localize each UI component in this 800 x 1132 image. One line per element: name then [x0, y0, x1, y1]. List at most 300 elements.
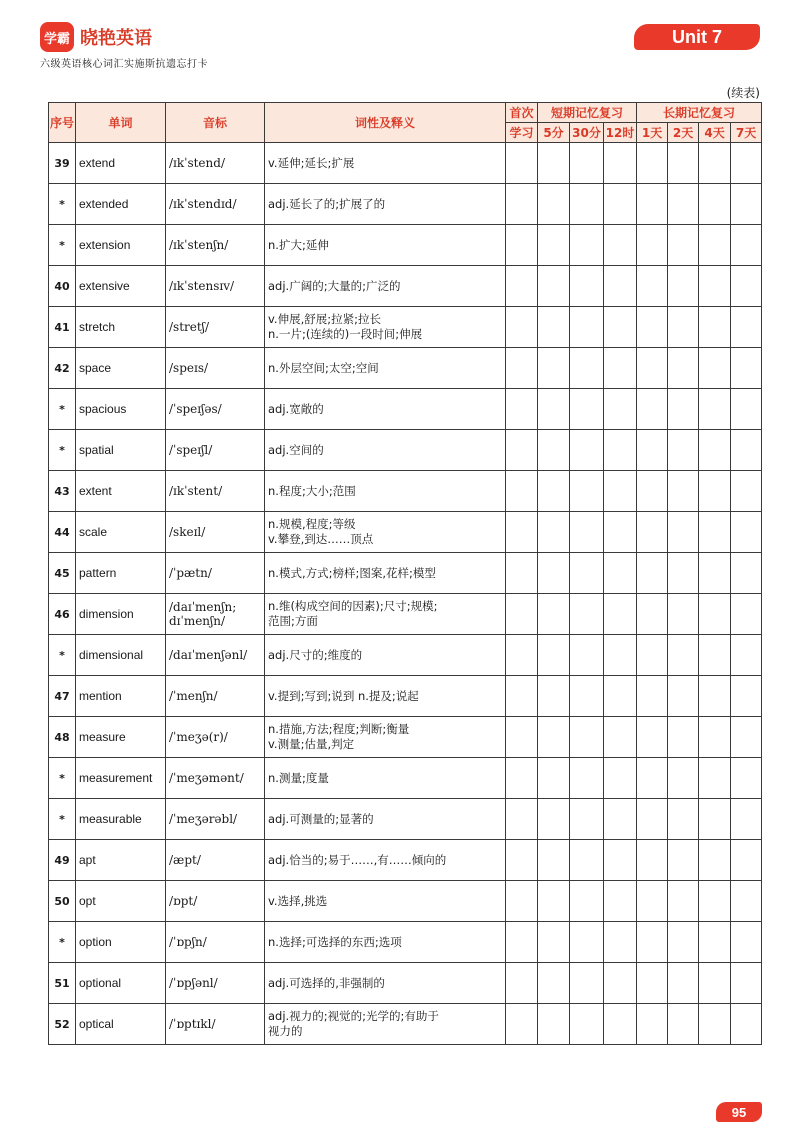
- review-checkbox-cell[interactable]: [637, 225, 668, 266]
- review-checkbox-cell[interactable]: [699, 389, 731, 430]
- review-checkbox-cell[interactable]: [699, 963, 731, 1004]
- review-checkbox-cell[interactable]: [699, 922, 731, 963]
- review-checkbox-cell[interactable]: [538, 1004, 570, 1045]
- row-number: 42: [49, 348, 76, 389]
- review-checkbox-cell[interactable]: [538, 676, 570, 717]
- review-checkbox-cell[interactable]: [731, 307, 762, 348]
- row-word: extension: [76, 225, 166, 266]
- review-checkbox-cell[interactable]: [668, 799, 699, 840]
- header-2day: 2天: [668, 123, 699, 143]
- review-checkbox-cell[interactable]: [731, 471, 762, 512]
- review-checkbox-cell[interactable]: [668, 758, 699, 799]
- review-checkbox-cell[interactable]: [699, 1004, 731, 1045]
- table-row: [49, 758, 762, 799]
- definition-line: adj.广阔的;大量的;广泛的: [268, 278, 401, 293]
- review-checkbox-cell[interactable]: [604, 307, 637, 348]
- review-checkbox-cell[interactable]: [668, 143, 699, 184]
- phonetic-text: /daɪˈmenʃn;: [169, 600, 237, 614]
- review-checkbox-cell[interactable]: [699, 307, 731, 348]
- review-checkbox-cell[interactable]: [538, 225, 570, 266]
- review-checkbox-cell[interactable]: [538, 758, 570, 799]
- review-checkbox-cell[interactable]: [637, 840, 668, 881]
- definition-line: v.攀登,到达……顶点: [268, 532, 374, 546]
- review-checkbox-cell[interactable]: [570, 799, 604, 840]
- row-phonetic: [166, 143, 265, 184]
- review-checkbox-cell[interactable]: [604, 922, 637, 963]
- review-checkbox-cell[interactable]: [637, 553, 668, 594]
- definition-line: v.延伸;延长;扩展: [268, 155, 355, 170]
- review-checkbox-cell[interactable]: [699, 266, 731, 307]
- phonetic-text: /ɪkˈstent/: [169, 484, 223, 498]
- review-checkbox-cell[interactable]: [637, 471, 668, 512]
- review-checkbox-cell[interactable]: [604, 512, 637, 553]
- row-number: 46: [49, 594, 76, 635]
- review-checkbox-cell[interactable]: [731, 512, 762, 553]
- phonetic-text: /ɪkˈstendɪd/: [169, 197, 237, 211]
- review-checkbox-cell[interactable]: [731, 635, 762, 676]
- review-checkbox-cell[interactable]: [538, 799, 570, 840]
- row-word: dimensional: [76, 635, 166, 676]
- row-word: spatial: [76, 430, 166, 471]
- review-checkbox-cell[interactable]: [538, 307, 570, 348]
- row-word: extensive: [76, 266, 166, 307]
- review-checkbox-cell[interactable]: [538, 471, 570, 512]
- row-phonetic: [166, 594, 265, 635]
- definition-line: n.模式,方式;榜样;图案,花样;模型: [268, 565, 436, 580]
- review-checkbox-cell[interactable]: [604, 840, 637, 881]
- definition-line: adj.空间的: [268, 442, 324, 457]
- review-checkbox-cell[interactable]: [637, 758, 668, 799]
- review-checkbox-cell[interactable]: [570, 881, 604, 922]
- review-checkbox-cell[interactable]: [604, 594, 637, 635]
- review-checkbox-cell[interactable]: [668, 184, 699, 225]
- review-checkbox-cell[interactable]: [538, 266, 570, 307]
- review-checkbox-cell[interactable]: [538, 348, 570, 389]
- review-checkbox-cell[interactable]: [699, 430, 731, 471]
- review-checkbox-cell[interactable]: [570, 143, 604, 184]
- row-number: 51: [49, 963, 76, 1004]
- header-5min: 5分: [538, 123, 570, 143]
- review-checkbox-cell[interactable]: [570, 389, 604, 430]
- review-checkbox-cell[interactable]: [506, 799, 538, 840]
- row-number: *: [49, 184, 76, 225]
- review-checkbox-cell[interactable]: [604, 348, 637, 389]
- review-checkbox-cell[interactable]: [637, 430, 668, 471]
- review-checkbox-cell[interactable]: [570, 676, 604, 717]
- review-checkbox-cell[interactable]: [538, 553, 570, 594]
- table-row: [49, 963, 762, 1004]
- table-row: [49, 471, 762, 512]
- row-number: 45: [49, 553, 76, 594]
- review-checkbox-cell[interactable]: [604, 1004, 637, 1045]
- row-definition: [265, 1004, 506, 1045]
- row-word: opt: [76, 881, 166, 922]
- review-checkbox-cell[interactable]: [668, 840, 699, 881]
- row-number: *: [49, 922, 76, 963]
- review-checkbox-cell[interactable]: [570, 553, 604, 594]
- review-checkbox-cell[interactable]: [731, 799, 762, 840]
- review-checkbox-cell[interactable]: [506, 881, 538, 922]
- review-checkbox-cell[interactable]: [604, 225, 637, 266]
- review-checkbox-cell[interactable]: [699, 348, 731, 389]
- review-checkbox-cell[interactable]: [604, 266, 637, 307]
- review-checkbox-cell[interactable]: [731, 225, 762, 266]
- review-checkbox-cell[interactable]: [668, 635, 699, 676]
- review-checkbox-cell[interactable]: [637, 594, 668, 635]
- review-checkbox-cell[interactable]: [538, 635, 570, 676]
- row-definition: [265, 430, 506, 471]
- review-checkbox-cell[interactable]: [604, 635, 637, 676]
- row-phonetic: [166, 963, 265, 1004]
- row-definition: [265, 717, 506, 758]
- review-checkbox-cell[interactable]: [604, 963, 637, 1004]
- brand-logo: [40, 22, 152, 52]
- review-checkbox-cell[interactable]: [506, 266, 538, 307]
- review-checkbox-cell[interactable]: [538, 143, 570, 184]
- header-first-sub: 学习: [506, 123, 538, 143]
- definition-line: v.测量;估量,判定: [268, 737, 355, 751]
- review-checkbox-cell[interactable]: [506, 471, 538, 512]
- review-checkbox-cell[interactable]: [637, 635, 668, 676]
- header-1day: 1天: [637, 123, 668, 143]
- review-checkbox-cell[interactable]: [570, 430, 604, 471]
- definition-line: n.一片;(连续的)一段时间;伸展: [268, 327, 423, 341]
- review-checkbox-cell[interactable]: [570, 348, 604, 389]
- table-row: [49, 635, 762, 676]
- review-checkbox-cell[interactable]: [506, 430, 538, 471]
- row-number: 47: [49, 676, 76, 717]
- review-checkbox-cell[interactable]: [731, 1004, 762, 1045]
- row-definition: [265, 594, 506, 635]
- review-checkbox-cell[interactable]: [604, 430, 637, 471]
- review-checkbox-cell[interactable]: [538, 184, 570, 225]
- review-checkbox-cell[interactable]: [731, 840, 762, 881]
- definition-line: n.程度;大小;范围: [268, 483, 356, 498]
- definition-line: adj.恰当的;易于……,有……倾向的: [268, 852, 447, 867]
- review-checkbox-cell[interactable]: [538, 389, 570, 430]
- row-phonetic: [166, 307, 265, 348]
- review-checkbox-cell[interactable]: [731, 389, 762, 430]
- page-number: 95: [716, 1102, 762, 1122]
- header-7day: 7天: [731, 123, 762, 143]
- review-checkbox-cell[interactable]: [570, 963, 604, 1004]
- review-checkbox-cell[interactable]: [699, 758, 731, 799]
- table-row: [49, 840, 762, 881]
- review-checkbox-cell[interactable]: [668, 1004, 699, 1045]
- review-checkbox-cell[interactable]: [604, 758, 637, 799]
- row-definition: [265, 348, 506, 389]
- review-checkbox-cell[interactable]: [699, 799, 731, 840]
- table-row: [49, 348, 762, 389]
- review-checkbox-cell[interactable]: [538, 840, 570, 881]
- phonetic-text: /ˈmeʒəmənt/: [169, 771, 244, 785]
- review-checkbox-cell[interactable]: [668, 963, 699, 1004]
- row-definition: [265, 922, 506, 963]
- phonetic-text: /ˈɒptɪkl/: [169, 1017, 216, 1031]
- header-no: 序号: [49, 103, 76, 143]
- review-checkbox-cell[interactable]: [506, 922, 538, 963]
- review-checkbox-cell[interactable]: [731, 266, 762, 307]
- review-checkbox-cell[interactable]: [538, 512, 570, 553]
- phonetic-text: /ɪkˈstend/: [169, 156, 225, 170]
- review-checkbox-cell[interactable]: [570, 307, 604, 348]
- review-checkbox-cell[interactable]: [668, 389, 699, 430]
- row-definition: [265, 676, 506, 717]
- brand-name: 晓艳英语: [80, 28, 152, 49]
- review-checkbox-cell[interactable]: [637, 307, 668, 348]
- review-checkbox-cell[interactable]: [699, 881, 731, 922]
- row-definition: [265, 512, 506, 553]
- review-checkbox-cell[interactable]: [604, 553, 637, 594]
- table-row: [49, 1004, 762, 1045]
- review-checkbox-cell[interactable]: [506, 635, 538, 676]
- review-checkbox-cell[interactable]: [506, 717, 538, 758]
- review-checkbox-cell[interactable]: [637, 143, 668, 184]
- review-checkbox-cell[interactable]: [699, 225, 731, 266]
- review-checkbox-cell[interactable]: [570, 1004, 604, 1045]
- phonetic-text: /æpt/: [169, 853, 201, 867]
- review-checkbox-cell[interactable]: [637, 1004, 668, 1045]
- review-checkbox-cell[interactable]: [731, 594, 762, 635]
- review-checkbox-cell[interactable]: [637, 512, 668, 553]
- review-checkbox-cell[interactable]: [506, 1004, 538, 1045]
- header-phonetic: 音标: [166, 103, 265, 143]
- review-checkbox-cell[interactable]: [731, 553, 762, 594]
- review-checkbox-cell[interactable]: [699, 553, 731, 594]
- row-phonetic: [166, 553, 265, 594]
- review-checkbox-cell[interactable]: [699, 184, 731, 225]
- review-checkbox-cell[interactable]: [699, 143, 731, 184]
- review-checkbox-cell[interactable]: [570, 225, 604, 266]
- review-checkbox-cell[interactable]: [668, 717, 699, 758]
- table-row: [49, 430, 762, 471]
- review-checkbox-cell[interactable]: [604, 184, 637, 225]
- review-checkbox-cell[interactable]: [699, 635, 731, 676]
- definition-line: adj.尺寸的;维度的: [268, 647, 363, 662]
- review-checkbox-cell[interactable]: [604, 389, 637, 430]
- row-definition: [265, 963, 506, 1004]
- review-checkbox-cell[interactable]: [668, 881, 699, 922]
- review-checkbox-cell[interactable]: [538, 963, 570, 1004]
- phonetic-text-alt: dɪˈmenʃn/: [169, 614, 226, 628]
- review-checkbox-cell[interactable]: [637, 389, 668, 430]
- review-checkbox-cell[interactable]: [570, 635, 604, 676]
- review-checkbox-cell[interactable]: [699, 676, 731, 717]
- review-checkbox-cell[interactable]: [637, 963, 668, 1004]
- definition-line: 范围;方面: [268, 614, 318, 628]
- definition-line: n.扩大;延伸: [268, 237, 329, 252]
- review-checkbox-cell[interactable]: [604, 717, 637, 758]
- review-checkbox-cell[interactable]: [506, 348, 538, 389]
- definition-line: adj.延长了的;扩展了的: [268, 196, 386, 211]
- review-checkbox-cell[interactable]: [506, 676, 538, 717]
- review-checkbox-cell[interactable]: [570, 594, 604, 635]
- row-number: 44: [49, 512, 76, 553]
- row-definition: [265, 799, 506, 840]
- phonetic-text: /ˈɒpʃn/: [169, 935, 207, 949]
- review-checkbox-cell[interactable]: [637, 881, 668, 922]
- review-checkbox-cell[interactable]: [731, 963, 762, 1004]
- review-checkbox-cell[interactable]: [637, 348, 668, 389]
- row-word: option: [76, 922, 166, 963]
- row-phonetic: [166, 389, 265, 430]
- row-phonetic: [166, 717, 265, 758]
- row-word: space: [76, 348, 166, 389]
- review-checkbox-cell[interactable]: [668, 512, 699, 553]
- table-row: [49, 881, 762, 922]
- row-phonetic: [166, 922, 265, 963]
- header-meaning: 词性及释义: [265, 103, 506, 143]
- review-checkbox-cell[interactable]: [637, 717, 668, 758]
- row-definition: [265, 307, 506, 348]
- phonetic-text: /ˈspeɪʃəs/: [169, 402, 222, 416]
- review-checkbox-cell[interactable]: [506, 512, 538, 553]
- review-checkbox-cell[interactable]: [731, 348, 762, 389]
- row-phonetic: [166, 840, 265, 881]
- definition-line: v.伸展,舒展;拉紧;拉长: [268, 312, 381, 326]
- review-checkbox-cell[interactable]: [506, 184, 538, 225]
- review-checkbox-cell[interactable]: [731, 430, 762, 471]
- review-checkbox-cell[interactable]: [731, 676, 762, 717]
- unit-badge: Unit 7: [634, 24, 760, 50]
- review-checkbox-cell[interactable]: [538, 922, 570, 963]
- phonetic-text: /ˈmeʒərəbl/: [169, 812, 238, 826]
- review-checkbox-cell[interactable]: [506, 143, 538, 184]
- review-checkbox-cell[interactable]: [699, 471, 731, 512]
- review-checkbox-cell[interactable]: [570, 717, 604, 758]
- row-phonetic: [166, 799, 265, 840]
- review-checkbox-cell[interactable]: [538, 594, 570, 635]
- review-checkbox-cell[interactable]: [604, 143, 637, 184]
- review-checkbox-cell[interactable]: [570, 184, 604, 225]
- review-checkbox-cell[interactable]: [570, 922, 604, 963]
- row-phonetic: [166, 266, 265, 307]
- logo-badge: 学霸: [40, 22, 74, 52]
- review-checkbox-cell[interactable]: [604, 471, 637, 512]
- review-checkbox-cell[interactable]: [731, 184, 762, 225]
- review-checkbox-cell[interactable]: [570, 840, 604, 881]
- review-checkbox-cell[interactable]: [538, 717, 570, 758]
- row-word: scale: [76, 512, 166, 553]
- review-checkbox-cell[interactable]: [506, 553, 538, 594]
- row-phonetic: [166, 430, 265, 471]
- review-checkbox-cell[interactable]: [506, 225, 538, 266]
- review-checkbox-cell[interactable]: [506, 963, 538, 1004]
- review-checkbox-cell[interactable]: [570, 266, 604, 307]
- row-number: 39: [49, 143, 76, 184]
- row-definition: [265, 840, 506, 881]
- review-checkbox-cell[interactable]: [570, 471, 604, 512]
- review-checkbox-cell[interactable]: [604, 676, 637, 717]
- vocab-table: [48, 102, 762, 1045]
- review-checkbox-cell[interactable]: [731, 143, 762, 184]
- review-checkbox-cell[interactable]: [604, 799, 637, 840]
- row-word: measure: [76, 717, 166, 758]
- review-checkbox-cell[interactable]: [506, 389, 538, 430]
- row-definition: [265, 635, 506, 676]
- row-phonetic: [166, 1004, 265, 1045]
- table-row: [49, 594, 762, 635]
- table-row: [49, 225, 762, 266]
- review-checkbox-cell[interactable]: [668, 594, 699, 635]
- review-checkbox-cell[interactable]: [538, 430, 570, 471]
- row-definition: [265, 143, 506, 184]
- row-word: optical: [76, 1004, 166, 1045]
- review-checkbox-cell[interactable]: [637, 266, 668, 307]
- review-checkbox-cell[interactable]: [668, 471, 699, 512]
- definition-line: n.规模,程度;等级: [268, 517, 356, 531]
- review-checkbox-cell[interactable]: [570, 758, 604, 799]
- row-definition: [265, 389, 506, 430]
- review-checkbox-cell[interactable]: [668, 225, 699, 266]
- table-row: [49, 389, 762, 430]
- phonetic-text: /ɒpt/: [169, 894, 198, 908]
- review-checkbox-cell[interactable]: [506, 758, 538, 799]
- review-checkbox-cell[interactable]: [668, 922, 699, 963]
- review-checkbox-cell[interactable]: [668, 266, 699, 307]
- row-number: 41: [49, 307, 76, 348]
- row-number: 52: [49, 1004, 76, 1045]
- definition-line: adj.可选择的,非强制的: [268, 975, 385, 990]
- row-number: *: [49, 389, 76, 430]
- review-checkbox-cell[interactable]: [731, 717, 762, 758]
- review-checkbox-cell[interactable]: [699, 512, 731, 553]
- review-checkbox-cell[interactable]: [668, 307, 699, 348]
- review-checkbox-cell[interactable]: [731, 922, 762, 963]
- review-checkbox-cell[interactable]: [637, 184, 668, 225]
- review-checkbox-cell[interactable]: [570, 512, 604, 553]
- review-checkbox-cell[interactable]: [668, 430, 699, 471]
- review-checkbox-cell[interactable]: [731, 881, 762, 922]
- row-word: extended: [76, 184, 166, 225]
- review-checkbox-cell[interactable]: [637, 799, 668, 840]
- review-checkbox-cell[interactable]: [668, 348, 699, 389]
- row-number: 48: [49, 717, 76, 758]
- continued-label: (续表): [726, 86, 760, 100]
- review-checkbox-cell[interactable]: [538, 881, 570, 922]
- phonetic-text: /ˈpætn/: [169, 566, 212, 580]
- header-30min: 30分: [570, 123, 604, 143]
- row-number: 40: [49, 266, 76, 307]
- review-checkbox-cell[interactable]: [637, 922, 668, 963]
- header-12h: 12时: [604, 123, 637, 143]
- review-checkbox-cell[interactable]: [506, 307, 538, 348]
- review-checkbox-cell[interactable]: [668, 553, 699, 594]
- table-row: [49, 307, 762, 348]
- review-checkbox-cell[interactable]: [637, 676, 668, 717]
- review-checkbox-cell[interactable]: [604, 881, 637, 922]
- row-definition: [265, 881, 506, 922]
- review-checkbox-cell[interactable]: [668, 676, 699, 717]
- phonetic-text: /ɪkˈstenʃn/: [169, 238, 229, 252]
- review-checkbox-cell[interactable]: [731, 758, 762, 799]
- review-checkbox-cell[interactable]: [506, 840, 538, 881]
- table-row: [49, 512, 762, 553]
- table-row: [49, 553, 762, 594]
- review-checkbox-cell[interactable]: [506, 594, 538, 635]
- table-row: [49, 143, 762, 184]
- review-checkbox-cell[interactable]: [699, 840, 731, 881]
- row-definition: [265, 471, 506, 512]
- row-phonetic: [166, 225, 265, 266]
- book-subtitle: 六级英语核心词汇实施斯抗遗忘打卡: [40, 59, 208, 70]
- phonetic-text: /daɪˈmenʃənl/: [169, 648, 248, 662]
- table-row: [49, 922, 762, 963]
- review-checkbox-cell[interactable]: [699, 594, 731, 635]
- row-number: *: [49, 635, 76, 676]
- definition-line: adj.视力的;视觉的;光学的;有助于: [268, 1009, 439, 1023]
- review-checkbox-cell[interactable]: [699, 717, 731, 758]
